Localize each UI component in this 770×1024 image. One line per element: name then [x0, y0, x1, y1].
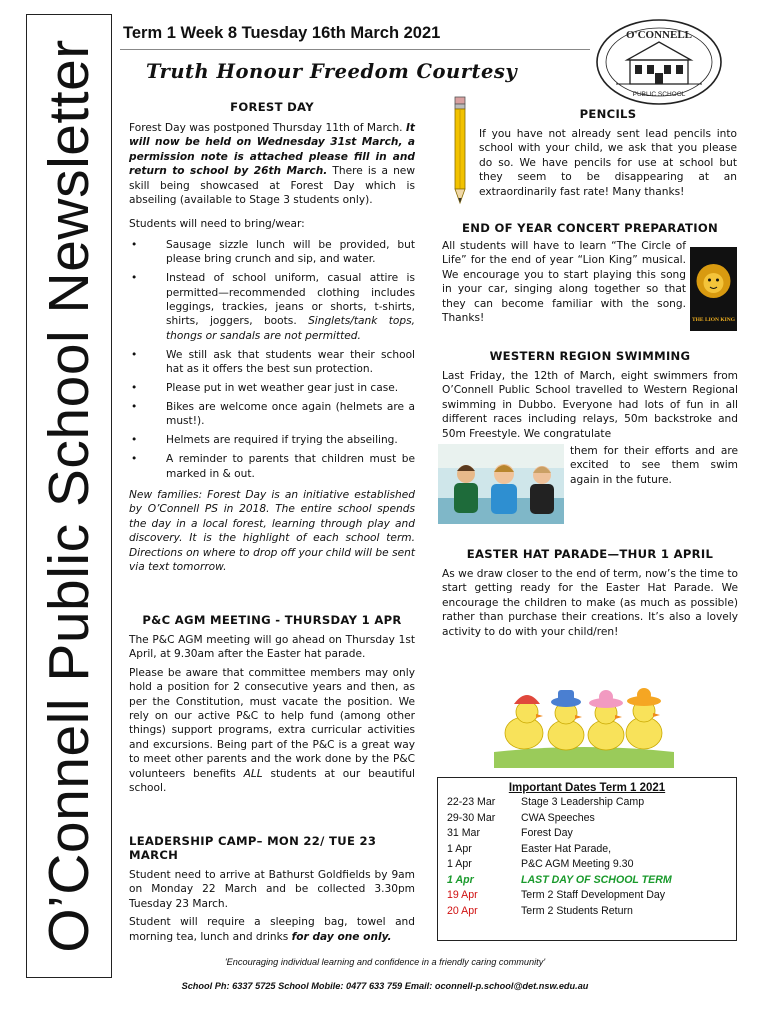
header-divider	[120, 49, 590, 50]
easter-text: As we draw closer to the end of term, now’s the time to start getting ready for the Easter Hat Parade. We encourage the children to make (as much as possible) rather than purchase their creations. It’s also a lovely activity to do with your child/ren!	[442, 568, 738, 638]
swimming-section	[442, 349, 738, 441]
table-row: 31 Mar Forest Day	[447, 827, 573, 839]
swimming-title: WESTERN REGION SWIMMING	[489, 349, 691, 363]
newsletter-title: O’Connell Public School Newsletter	[37, 39, 101, 953]
swimming-text-side: them for their efforts and are excited to see them swim again in the future.	[570, 445, 738, 486]
pandc-paragraph: Please be aware that committee members may only hold a position for 2 consecutive years and then, as per the Constitution, must vacate the position. We rely on our active P&C to help fund (among other things) support programs, extra curricular activities and excursions. Being part of the P&C is a great way to meet other parents and the work done by the P&C volunteers benefits ALL students at our beautiful school.	[129, 666, 415, 795]
pencils-section	[479, 107, 737, 199]
pencils-text: If you have not already sent lead pencils into school with your child, we ask that you please do so. We have pencils for use at school but they seem to be disappearing at an extraordinarily fast rate! Many thanks!	[479, 128, 737, 198]
pencils-title: PENCILS	[579, 107, 637, 121]
new-families-note: New families: Forest Day is an initiative established by O’Connell PS in 2018. The entire school spends the day in a local forest, learning through play and discovery. It is the highlight of each school term. Directions on where to drop off your child will be sent via text tomorrow.	[129, 488, 415, 573]
newsletter-banner	[26, 14, 112, 978]
lion-king-caption: THE LION KING	[691, 317, 736, 323]
forest-day-title: FOREST DAY	[230, 100, 314, 114]
list-item: • Helmets are required if trying the abseiling.	[129, 433, 415, 447]
lion-king-image	[690, 247, 737, 331]
list-item: • Bikes are welcome once again (helmets are a must!).	[129, 400, 415, 429]
leadership-section	[129, 834, 415, 944]
list-item: • Instead of school uniform, casual attire is permitted—recommended clothing includes leggings, trackies, jeans or shorts, t-shirts, shirts, joggers, boots. Singlets/tank tops, thongs or sandals are not permitted.	[129, 271, 415, 343]
leadership-title: LEADERSHIP CAMP– MON 22/ TUE 23 MARCH	[129, 834, 377, 862]
list-item: • A reminder to parents that children must be marked in & out.	[129, 452, 415, 481]
pencil-icon	[449, 95, 471, 207]
forest-day-section	[129, 100, 415, 574]
table-row: 22-23 Mar Stage 3 Leadership Camp	[447, 796, 645, 808]
concert-title: END OF YEAR CONCERT PREPARATION	[461, 221, 719, 235]
table-row: 1 Apr LAST DAY OF SCHOOL TERM	[447, 873, 672, 886]
important-dates-title: Important Dates Term 1 2021	[508, 782, 666, 794]
easter-section	[442, 547, 738, 639]
pandc-section	[129, 613, 415, 795]
leadership-paragraph: Student will require a sleeping bag, towel and morning tea, lunch and drinks for day one only.	[129, 916, 415, 943]
logo-text: O'CONNELL	[625, 29, 693, 41]
bring-wear-label: Students will need to bring/wear:	[129, 218, 305, 231]
footer-quote: 'Encouraging individual learning and confidence in a friendly caring community'	[224, 957, 546, 967]
easter-chicks-image	[494, 668, 674, 768]
table-row: 1 Apr P&C AGM Meeting 9.30	[447, 858, 634, 870]
table-row: 29-30 Mar CWA Speeches	[447, 811, 595, 824]
list-item: • We still ask that students wear their school hat as it offers the best sun protection.	[129, 348, 415, 377]
school-logo	[594, 18, 724, 106]
swimmers-photo	[438, 444, 564, 524]
issue-date: Term 1 Week 8 Tuesday 16th March 2021	[123, 24, 441, 42]
list-item: • Sausage sizzle lunch will be provided, but please bring crunch and sip, and water.	[129, 238, 415, 267]
logo-subtext: PUBLIC SCHOOL	[632, 91, 686, 98]
list-item: • Please put in wet weather gear just in case.	[129, 381, 415, 395]
school-motto: Truth Honour Freedom Courtesy	[146, 60, 518, 83]
table-row: 20 Apr Term 2 Students Return	[447, 904, 633, 917]
leadership-paragraph: Student need to arrive at Bathurst Goldfields by 9am on Monday 22 March and be collected 3.30pm Tuesday 23 March.	[129, 869, 415, 910]
table-row: 19 Apr Term 2 Staff Development Day	[447, 889, 666, 901]
important-dates-box	[437, 777, 737, 941]
footer-contact: School Ph: 6337 5725 School Mobile: 0477 633 759 Email: oconnell-p.school@det.nsw.edu.au	[181, 981, 589, 991]
concert-text: All students will have to learn “The Circle of Life” for the end of year “Lion King” musical. We encourage you to start playing this song in your car, singing along together so that they can become familiar with the song. Thanks!	[442, 240, 686, 325]
important-dates-table	[447, 796, 672, 920]
swimming-text: Last Friday, the 12th of March, eight swimmers from O’Connell Public School travelled to Western Regional swimming in Dubbo. Everyone had lots of fun in all different races including relays, 50m backstroke and 50m Freestyle. We congratulate	[442, 370, 738, 440]
pandc-paragraph: The P&C AGM meeting will go ahead on Thursday 1st April, at 9.30am after the Easter hat parade.	[129, 634, 415, 661]
table-row: 1 Apr Easter Hat Parade,	[447, 842, 612, 855]
forest-day-intro: Forest Day was postponed Thursday 11th of March. It will now be held on Wednesday 31st March, a permission note is attached please fill in and return to school by 26th March. There is a new skill being showcased at Forest Day which is abseiling (available to Stage 3 students only).	[129, 122, 415, 207]
bring-list	[129, 238, 415, 481]
easter-title: EASTER HAT PARADE—THUR 1 APRIL	[466, 547, 714, 561]
pandc-title: P&C AGM MEETING - THURSDAY 1 APR	[142, 613, 402, 627]
